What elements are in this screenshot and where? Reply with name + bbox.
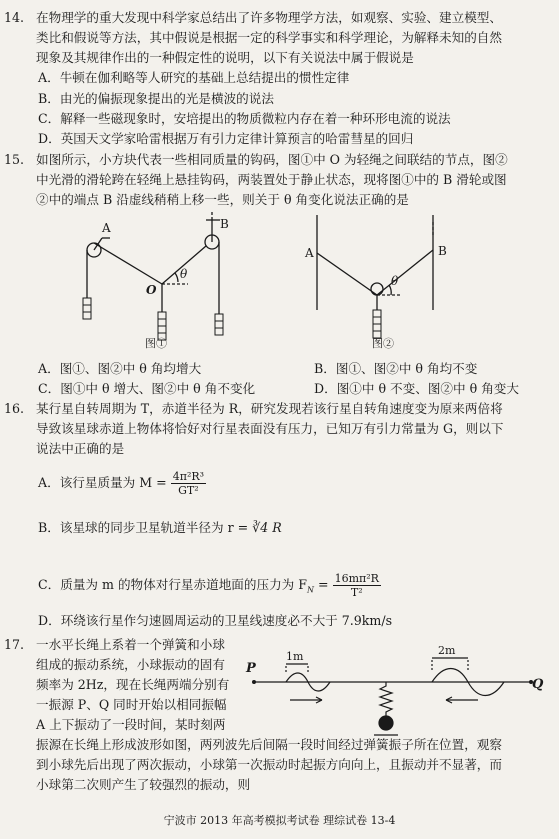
label-theta: θ bbox=[391, 274, 399, 288]
question-text-line: 某行星自转周期为 T，赤道半径为 R，研究发现若该行星自转角速度变为原来两倍将 bbox=[36, 401, 503, 416]
option-a: A．该行星质量为 M = $\frac{\text{4π²R³}}{\text{GT²}}$ bbox=[38, 470, 205, 497]
label-b: B bbox=[220, 217, 229, 231]
option-b: B．由光的偏振现象提出的光是横波的说法 bbox=[38, 91, 274, 106]
question-text-line: 说法中正确的是 bbox=[36, 441, 125, 456]
label-p: P bbox=[246, 661, 256, 676]
question-text-line: 现象及其规律作出的一种假定性的说明，以下有关说法中属于假说是 bbox=[36, 50, 414, 65]
label-len-left: 1m bbox=[286, 650, 304, 663]
label-b: B bbox=[438, 244, 447, 258]
question-number: 17. bbox=[4, 637, 25, 652]
question-text-line: ②中的端点 B 沿虚线稍稍上移一些，则关于 θ 角变化说法正确的是 bbox=[36, 192, 409, 207]
question-text-line: A 上下振动了一段时间，某时刻两 bbox=[36, 717, 226, 732]
figure-2-diagram bbox=[305, 215, 455, 345]
option-c: C．图①中 θ 增大、图②中 θ 角不变化 bbox=[38, 381, 256, 396]
option-a: A．图①、图②中 θ 角均增大 bbox=[38, 361, 202, 376]
formula-fraction: $\frac{\text{16mπ²R}}{\text{T²}}$ bbox=[334, 572, 379, 599]
question-text-line: 一振源 P、Q 同时开始以相同振幅 bbox=[36, 697, 227, 712]
question-number: 14. bbox=[4, 10, 25, 25]
wave-diagram bbox=[246, 640, 544, 740]
question-text-line: 一水平长绳上系着一个弹簧和小球 bbox=[36, 637, 225, 652]
option-c: C．解释一些磁现象时，安培提出的物质微粒内存在着一种环形电流的说法 bbox=[38, 111, 451, 126]
figure-2-caption: 图② bbox=[372, 337, 394, 350]
label-len-right: 2m bbox=[438, 644, 456, 657]
question-text-line: 到小球先后出现了两次振动，小球第一次振动时起振方向向上，且振动并不显著，而 bbox=[36, 757, 502, 772]
option-d: D．英国天文学家哈雷根据万有引力定律计算预言的哈雷彗星的回归 bbox=[38, 131, 414, 146]
page-footer: 宁波市 2013 年高考模拟考试卷 理综试卷 13-4 bbox=[163, 814, 396, 827]
figure-1-diagram bbox=[80, 210, 250, 350]
label-q: Q bbox=[532, 677, 544, 692]
option-c: C．质量为 m 的物体对行星赤道地面的压力为 $F_N$ = $\frac{\text{16mπ²R}}{\text{T²}}$ bbox=[38, 572, 379, 599]
option-b: B．该星球的同步卫星轨道半径为 r = ∛4 R bbox=[38, 520, 282, 535]
question-text-line: 类比和假说等方法，其中假说是根据一定的科学事实和科学理论，为解释未知的自然 bbox=[36, 30, 502, 45]
label-o: O bbox=[146, 283, 157, 297]
question-text-line: 在物理学的重大发现中科学家总结出了许多物理学方法，如观察、实验、建立模型、 bbox=[36, 10, 502, 25]
option-b: B．图①、图②中 θ 角均不变 bbox=[314, 361, 478, 376]
figure-1-caption: 图① bbox=[145, 337, 167, 350]
question-text-line: 中光滑的滑轮跨在轻绳上悬挂钩码，两装置处于静止状态，现将图①中的 B 滑轮或图 bbox=[36, 172, 507, 187]
question-text-line: 组成的振动系统，小球振动的固有 bbox=[36, 657, 225, 672]
question-text-line: 振源在长绳上形成波形如图，两列波先后间隔一段时间经过弹簧振子所在位置，观察 bbox=[36, 737, 502, 752]
question-text-line: 频率为 2Hz，现在长绳两端分别有 bbox=[36, 677, 230, 692]
question-text-line: 如图所示，小方块代表一些相同质量的钩码，图①中 O 为轻绳之间联结的节点，图② bbox=[36, 152, 508, 167]
option-d: D．环绕该行星作匀速圆周运动的卫星线速度必不大于 7.9km/s bbox=[38, 613, 393, 628]
label-a: A bbox=[305, 246, 314, 260]
formula-fraction: $\frac{\text{4π²R³}}{\text{GT²}}$ bbox=[172, 470, 205, 497]
question-number: 15. bbox=[4, 152, 25, 167]
question-number: 16. bbox=[4, 401, 25, 416]
label-theta: θ bbox=[180, 267, 188, 281]
question-text-line: 导致该星球赤道上物体将恰好对行星表面没有压力，已知万有引力常量为 G，则以下 bbox=[36, 421, 504, 436]
option-d: D．图①中 θ 不变、图②中 θ 角变大 bbox=[314, 381, 519, 396]
option-a: A．牛顿在伽利略等人研究的基础上总结提出的惯性定律 bbox=[38, 70, 350, 85]
question-text-line: 小球第二次则产生了较强烈的振动，则 bbox=[36, 777, 251, 792]
label-a: A bbox=[102, 221, 111, 235]
